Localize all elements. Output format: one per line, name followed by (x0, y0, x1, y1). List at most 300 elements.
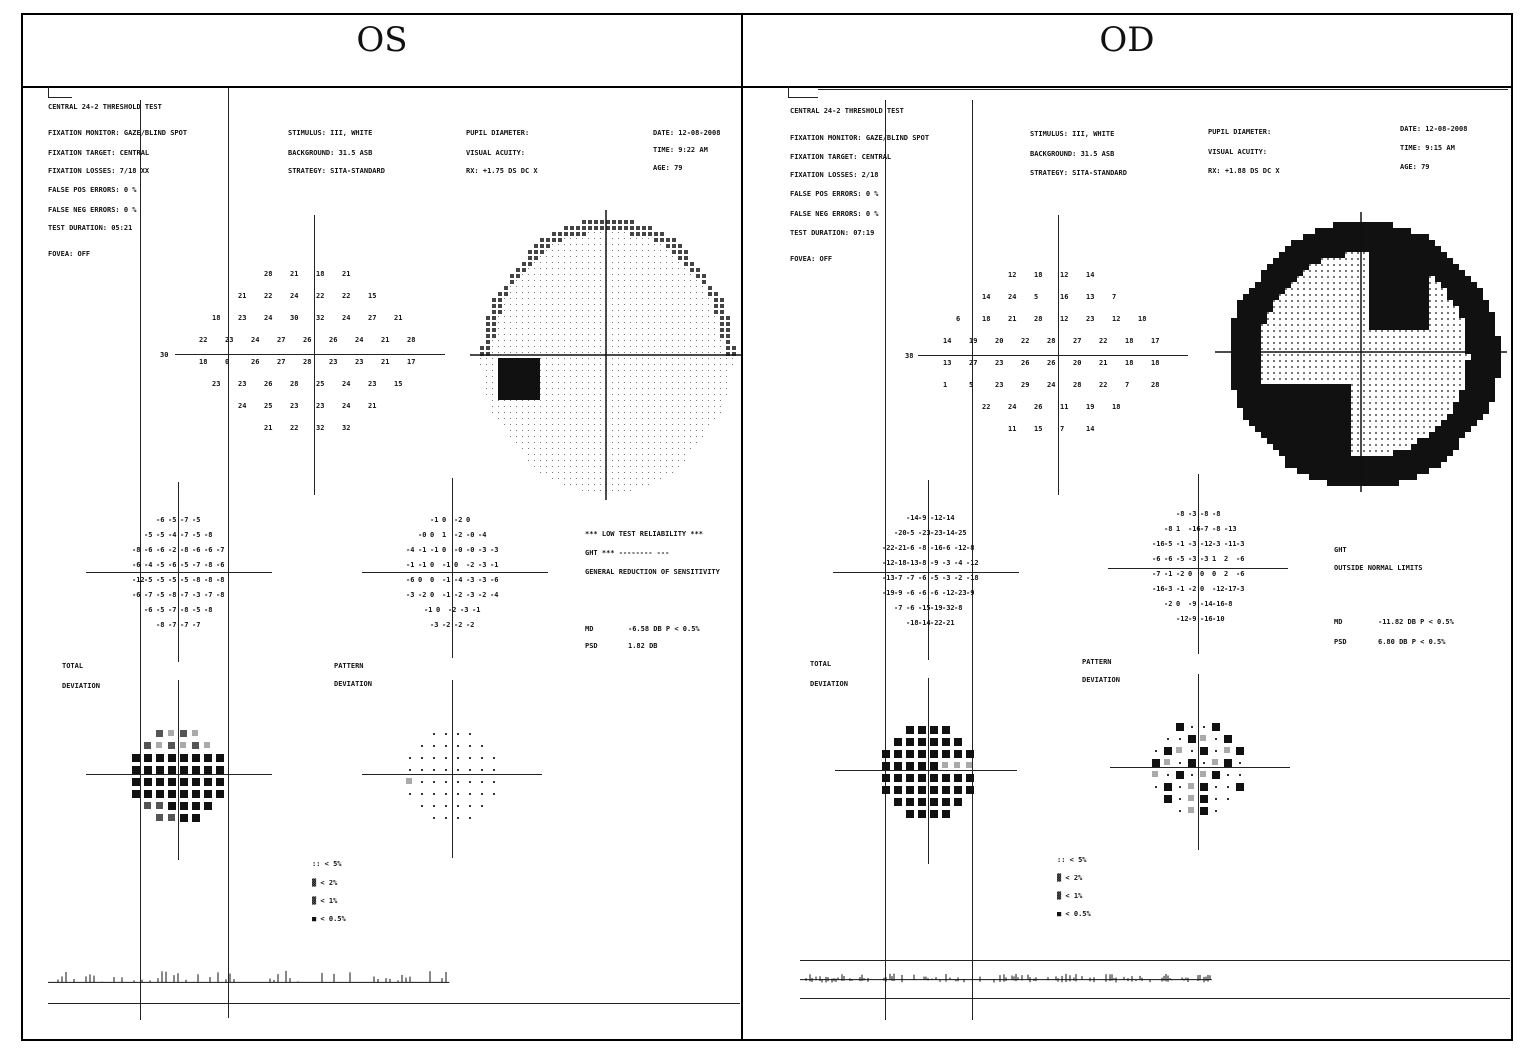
os-pd-value: -3 (406, 591, 415, 599)
od-threshold-value: 26 (1047, 359, 1056, 367)
od-pdp-cell (1191, 750, 1193, 752)
os-pdp-cell (445, 793, 447, 795)
od-pd-value: -10 (1212, 615, 1225, 623)
os-tdp-cell (216, 754, 224, 762)
os-threshold-value: 26 (303, 336, 312, 344)
od-pd-value: -3 (1212, 540, 1221, 548)
os-pdp-cell (457, 817, 459, 819)
od-threshold-value: 18 (1151, 359, 1160, 367)
od-td-value: -5 (930, 574, 939, 582)
os-pd-value: -0 (466, 546, 475, 554)
os-tdp-cell (204, 766, 212, 774)
od-pd-value: 1 (1176, 525, 1181, 533)
od-threshold-value: 29 (1021, 381, 1030, 389)
od-pd-value: -3 (1188, 555, 1197, 563)
od-pd-value: -16 (1152, 585, 1165, 593)
od-td-value: -9 (894, 589, 903, 597)
od-pdp-cell (1224, 747, 1230, 753)
os-threshold-value: 24 (355, 336, 364, 344)
od-pd-value: -3 (1200, 555, 1209, 563)
os-threshold-value: 18 (316, 270, 325, 278)
od-pdp-cell (1188, 807, 1194, 813)
os-total-dev-label: TOTAL (62, 662, 84, 670)
os-threshold-value: 32 (342, 424, 351, 432)
od-threshold-value: 26 (1034, 403, 1043, 411)
os-threshold-value: 22 (264, 292, 273, 300)
os-pdp-cell (421, 769, 423, 771)
os-threshold-value: 23 (238, 314, 247, 322)
os-threshold-value: 28 (407, 336, 416, 344)
os-td-value: -5 (156, 561, 165, 569)
os-td-value: -8 (204, 606, 213, 614)
od-tdp-cell (942, 726, 950, 734)
od-pdp-cell (1203, 726, 1205, 728)
os-pdp-cell (445, 757, 447, 759)
os-pdp-cell (421, 793, 423, 795)
od-pd-value: -3 (1236, 585, 1245, 593)
od-tdp-cell (882, 750, 890, 758)
od-threshold-value: 18 (982, 315, 991, 323)
os-pd-value: -2 (454, 621, 463, 629)
os-pd-value: -6 (406, 576, 415, 584)
os-threshold-value: 18 (212, 314, 221, 322)
os-pd-value: -3 (490, 546, 499, 554)
os-tdp-cell (192, 730, 198, 736)
os-td-value: -12 (132, 576, 145, 584)
os-gaze-track (48, 968, 740, 992)
od-threshold-value: 6 (956, 315, 961, 323)
os-td-value: -8 (192, 576, 201, 584)
od-pdp-cell (1215, 798, 1217, 800)
os-pd-value: -3 (478, 576, 487, 584)
od-tdp-cell (954, 786, 962, 794)
os-pdp-cell (481, 781, 483, 783)
od-pd-value: 0 (1188, 570, 1193, 578)
os-pdp-cell (409, 769, 411, 771)
os-pdp-cell (421, 805, 423, 807)
os-td-value: -8 (216, 591, 225, 599)
od-pdp-cell (1236, 783, 1244, 791)
os-pd-value: 0 (418, 576, 423, 584)
od-tdp-cell (954, 738, 962, 746)
od-pd-value: -1 (1176, 585, 1185, 593)
od-td-value: -14 (942, 529, 955, 537)
od-pdp-cell (1176, 747, 1182, 753)
od-pdp-cell (1239, 774, 1241, 776)
od-threshold-value: 18 (1138, 315, 1147, 323)
od-td-value: -2 (954, 574, 963, 582)
os-td-value: -6 (132, 561, 141, 569)
os-tdp-cell (180, 730, 187, 737)
os-tdp-cell (168, 754, 176, 762)
od-threshold-value: 12 (1112, 315, 1121, 323)
od-pd-value: -2 (1176, 570, 1185, 578)
os-td-value: -8 (204, 531, 213, 539)
os-tdp-cell (144, 766, 152, 774)
od-td-value: -12 (954, 544, 967, 552)
od-pdp-cell (1200, 807, 1208, 815)
os-td-value: -4 (144, 561, 153, 569)
os-pdp-cell (481, 769, 483, 771)
od-pd-value: -5 (1164, 540, 1173, 548)
os-pd-value: 0 (430, 531, 435, 539)
od-td-value: -13 (882, 574, 895, 582)
os-threshold-value: 22 (316, 292, 325, 300)
os-pdp-cell (469, 793, 471, 795)
os-td-value: -8 (168, 591, 177, 599)
od-tdp-cell (906, 726, 914, 734)
od-threshold-value: 15 (1034, 425, 1043, 433)
os-threshold-value: 21 (381, 336, 390, 344)
os-tdp-cell (192, 790, 200, 798)
od-td-value: -18 (906, 619, 919, 627)
od-pd-value: 1 (1212, 555, 1217, 563)
od-pd-value: -12 (1212, 585, 1225, 593)
od-pdp-cell (1191, 774, 1193, 776)
os-threshold-value: 22 (199, 336, 208, 344)
od-threshold-value: 14 (943, 337, 952, 345)
od-pdp-cell (1227, 774, 1229, 776)
od-tdp-cell (930, 810, 938, 818)
os-pdp-cell (433, 793, 435, 795)
od-tdp-cell (930, 750, 938, 758)
od-pdp-cell (1215, 810, 1217, 812)
os-tdp-cell (132, 766, 140, 774)
os-pd-value: -1 (472, 606, 481, 614)
os-pd-value: -1 (442, 576, 451, 584)
od-pattern-dev-label: PATTERN (1082, 658, 1112, 666)
od-pd-value: -5 (1176, 555, 1185, 563)
od-tdp-cell (942, 810, 950, 818)
od-pdp-cell (1200, 783, 1208, 791)
os-pd-value: 0 (430, 561, 435, 569)
od-pd-value: -2 (1188, 585, 1197, 593)
od-threshold-value: 12 (1060, 271, 1069, 279)
os-pdp-cell (433, 769, 435, 771)
od-threshold-value: 28 (1073, 381, 1082, 389)
os-td-value: -7 (180, 516, 189, 524)
od-td-value: -6 (930, 589, 939, 597)
od-tdp-cell (930, 786, 938, 794)
od-td-value: -21 (942, 619, 955, 627)
os-tdp-cell (156, 766, 164, 774)
od-pd-value: 0 (1176, 600, 1181, 608)
od-tdp-cell (906, 738, 914, 746)
od-threshold-value: 5 (969, 381, 974, 389)
os-threshold-value: 21 (342, 270, 351, 278)
os-threshold-value: 24 (342, 380, 351, 388)
os-pdp-cell (457, 805, 459, 807)
od-td-value: -12 (942, 589, 955, 597)
od-td-value: -8 (954, 604, 963, 612)
od-td-value: -9 (966, 589, 975, 597)
os-threshold-value: 26 (251, 358, 260, 366)
od-td-value: -6 (906, 589, 915, 597)
od-tdp-cell (894, 774, 902, 782)
os-td-value: -6 (216, 561, 225, 569)
od-tdp-cell (882, 762, 890, 770)
os-threshold-value: 21 (290, 270, 299, 278)
os-pdp-cell (445, 805, 447, 807)
od-td-value: -19 (882, 589, 895, 597)
os-tdp-cell (192, 754, 200, 762)
os-threshold-value: 23 (238, 380, 247, 388)
os-pdp-cell (421, 745, 423, 747)
os-td-value: -5 (192, 606, 201, 614)
od-pd-value: -3 (1164, 585, 1173, 593)
od-pd-value: -8 (1200, 510, 1209, 518)
od-pd-value: -16 (1212, 600, 1225, 608)
od-threshold-value: 20 (1073, 359, 1082, 367)
od-tdp-cell (918, 726, 926, 734)
os-pdp-cell (481, 793, 483, 795)
od-td-value: -16 (930, 544, 943, 552)
os-pd-value: -0 (466, 531, 475, 539)
os-tdp-cell (168, 742, 175, 749)
os-pdp-cell (493, 781, 495, 783)
os-pdp-cell (469, 745, 471, 747)
od-pdp-cell (1167, 774, 1169, 776)
od-td-value: -8 (918, 559, 927, 567)
od-td-value: -19 (930, 604, 943, 612)
os-td-value: -7 (192, 561, 201, 569)
os-td-value: -8 (156, 621, 165, 629)
os-td-value: -7 (144, 591, 153, 599)
od-threshold-value: 1 (943, 381, 948, 389)
od-pd-value: -17 (1224, 585, 1237, 593)
os-td-value: -5 (156, 531, 165, 539)
od-pdp-cell (1215, 786, 1217, 788)
os-tdp-cell (180, 802, 188, 810)
os-td-value: -5 (156, 576, 165, 584)
os-threshold-value: 28 (290, 380, 299, 388)
od-pdp-cell (1215, 750, 1217, 752)
od-tdp-cell (894, 762, 902, 770)
od-pd-value: -14 (1200, 600, 1213, 608)
od-tdp-cell (918, 774, 926, 782)
od-tdp-cell (894, 750, 902, 758)
od-threshold-value: 7 (1125, 381, 1130, 389)
od-td-value: -6 (906, 604, 915, 612)
os-pdp-cell (433, 805, 435, 807)
od-threshold-value: 14 (1086, 425, 1095, 433)
od-pdp-cell (1188, 735, 1196, 743)
os-threshold-value: 27 (277, 336, 286, 344)
od-tdp-cell (906, 762, 914, 770)
od-threshold-value: 27 (1073, 337, 1082, 345)
od-tdp-cell (930, 774, 938, 782)
os-tdp-cell (156, 742, 162, 748)
os-threshold-value: 15 (368, 292, 377, 300)
od-pdp-cell (1212, 771, 1220, 779)
os-threshold-value: 32 (316, 314, 325, 322)
od-pdp-cell (1179, 798, 1181, 800)
od-pd-value: 2 (1224, 555, 1229, 563)
od-tdp-cell (906, 810, 914, 818)
os-pdp-cell (457, 781, 459, 783)
os-td-value: -5 (180, 576, 189, 584)
od-threshold-value: 16 (1060, 293, 1069, 301)
od-pd-value: 0 (1200, 585, 1205, 593)
os-pd-value: -0 (454, 546, 463, 554)
os-threshold-value: 24 (290, 292, 299, 300)
od-tdp-cell (942, 738, 950, 746)
os-threshold-value: 30 (290, 314, 299, 322)
od-threshold-value: 7 (1060, 425, 1065, 433)
od-td-value: -6 (906, 544, 915, 552)
od-tdp-cell (954, 798, 962, 806)
od-pdp-cell (1200, 747, 1208, 755)
os-threshold-value: 23 (225, 336, 234, 344)
os-pdp-cell (469, 769, 471, 771)
od-pdp-cell (1179, 810, 1181, 812)
od-test-title: CENTRAL 24-2 THRESHOLD TEST (790, 107, 904, 115)
os-td-value: -7 (192, 621, 201, 629)
os-tdp-cell (180, 814, 188, 822)
os-td-value: -5 (192, 516, 201, 524)
od-td-value: -14 (918, 619, 931, 627)
od-td-value: -6 (918, 574, 927, 582)
os-pdp-cell (457, 793, 459, 795)
os-pd-value: -3 (478, 546, 487, 554)
os-tdp-cell (168, 766, 176, 774)
os-pd-value: 0 (454, 561, 459, 569)
od-pd-value: 2 (1224, 570, 1229, 578)
od-pdp-cell (1176, 723, 1184, 731)
od-tdp-cell (906, 750, 914, 758)
od-total-dev-label: TOTAL (810, 660, 832, 668)
od-td-value: -3 (942, 559, 951, 567)
os-td-value: -6 (156, 516, 165, 524)
os-pdp-cell (433, 781, 435, 783)
od-pdp-cell (1227, 798, 1229, 800)
os-td-value: -7 (168, 606, 177, 614)
od-pd-value: -7 (1200, 525, 1209, 533)
os-pdp-cell (445, 817, 447, 819)
os-pdp-cell (481, 805, 483, 807)
os-pdp-cell (481, 745, 483, 747)
os-td-value: -7 (180, 531, 189, 539)
os-pdp-cell (421, 757, 423, 759)
os-pdp-cell (457, 757, 459, 759)
os-tdp-cell (156, 790, 164, 798)
os-threshold-value: 24 (251, 336, 260, 344)
os-td-value: -7 (180, 621, 189, 629)
od-pd-value: -6 (1236, 555, 1245, 563)
os-threshold-value: 0 (225, 358, 230, 366)
os-pd-value: -1 (418, 546, 427, 554)
os-threshold-value: 25 (316, 380, 325, 388)
os-pd-value: -1 (430, 516, 439, 524)
od-tdp-cell (894, 786, 902, 794)
os-threshold-value: 32 (316, 424, 325, 432)
od-tdp-cell (930, 726, 938, 734)
od-threshold-value: 22 (1099, 337, 1108, 345)
od-tdp-cell (954, 774, 962, 782)
od-threshold-value: 28 (1034, 315, 1043, 323)
os-pd-value: -1 (490, 561, 499, 569)
os-pdp-cell (433, 733, 435, 735)
os-pdp-cell (493, 793, 495, 795)
od-pdp-cell (1164, 783, 1172, 791)
os-pdp-cell (481, 757, 483, 759)
od-pdp-cell (1200, 771, 1206, 777)
os-td-value: -5 (180, 561, 189, 569)
od-pdp-cell (1152, 759, 1160, 767)
os-pd-value: -2 (442, 621, 451, 629)
os-td-value: -6 (168, 561, 177, 569)
od-pdp-cell (1188, 759, 1196, 767)
os-pattern-dev-label: PATTERN (334, 662, 364, 670)
od-pd-value: -8 (1212, 510, 1221, 518)
os-td-value: -8 (216, 576, 225, 584)
od-pdp-cell (1227, 786, 1229, 788)
od-tdp-cell (954, 762, 960, 768)
os-tdp-cell (132, 790, 140, 798)
od-pd-value: 0 (1212, 570, 1217, 578)
od-pdp-cell (1215, 738, 1217, 740)
od-pd-value: -8 (1212, 525, 1221, 533)
os-pd-value: -3 (478, 561, 487, 569)
os-threshold-value: 15 (394, 380, 403, 388)
os-threshold-value: 23 (316, 402, 325, 410)
od-threshold-value: 18 (1112, 403, 1121, 411)
od-pdp-cell (1224, 759, 1232, 767)
os-pdp-cell (469, 733, 471, 735)
os-pd-value: 0 (430, 576, 435, 584)
od-tdp-cell (966, 774, 974, 782)
od-pd-value: 0 (1200, 570, 1205, 578)
os-pd-value: -4 (454, 576, 463, 584)
od-td-value: -14 (942, 514, 955, 522)
os-pd-value: -2 (418, 591, 427, 599)
od-tdp-cell (894, 738, 902, 746)
os-td-value: -5 (168, 516, 177, 524)
os-tdp-cell (144, 778, 152, 786)
os-pdp-cell (433, 817, 435, 819)
od-tdp-cell (954, 750, 962, 758)
os-threshold-value: 21 (238, 292, 247, 300)
od-tdp-cell (942, 798, 950, 806)
od-td-value: -8 (918, 544, 927, 552)
od-threshold-value: 20 (995, 337, 1004, 345)
od-threshold-value: 17 (1151, 337, 1160, 345)
os-td-value: -5 (168, 576, 177, 584)
od-pd-value: -9 (1188, 615, 1197, 623)
os-td-value: -6 (132, 591, 141, 599)
os-pd-value: -2 (454, 531, 463, 539)
os-threshold-value: 24 (342, 314, 351, 322)
os-tdp-cell (132, 754, 140, 762)
od-threshold-value: 11 (1008, 425, 1017, 433)
column-divider (741, 13, 743, 1041)
od-tdp-cell (882, 774, 890, 782)
od-threshold-value: 7 (1112, 293, 1117, 301)
os-pd-value: -1 (442, 561, 451, 569)
os-td-value: -8 (180, 606, 189, 614)
os-threshold-value: 22 (290, 424, 299, 432)
od-pd-value: -1 (1164, 570, 1173, 578)
od-td-value: -6 (942, 544, 951, 552)
od-tdp-cell (918, 762, 926, 770)
od-threshold-value: 14 (1086, 271, 1095, 279)
os-pd-value: -2 (466, 561, 475, 569)
od-threshold-value: 14 (982, 293, 991, 301)
od-pd-value: -16 (1188, 525, 1201, 533)
os-td-value: -3 (192, 591, 201, 599)
os-pd-value: 0 (442, 546, 447, 554)
od-pd-value: -6 (1164, 555, 1173, 563)
